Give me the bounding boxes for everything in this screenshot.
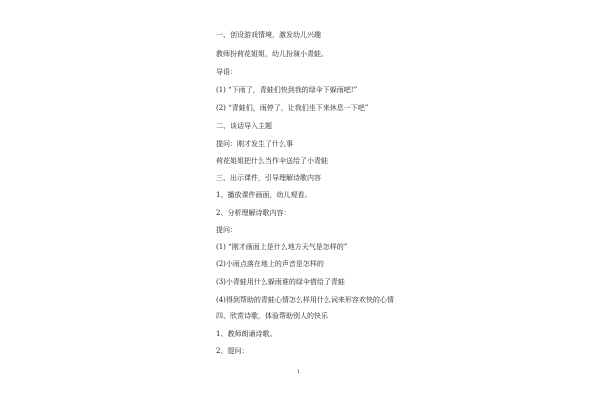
paragraph-line: 荷花姐姐把什么当作伞送给了小青蛙 — [216, 157, 328, 165]
section-heading-3: 三、出示课件，引导理解诗歌内容 — [216, 174, 321, 182]
paragraph-line: 1、教师朗诵诗歌。 — [216, 330, 277, 338]
paragraph-line: (1) “刚才画面上是什么地方天气是怎样的” — [216, 243, 348, 251]
paragraph-line: (1) “下雨了，青蛙们快到我的绿伞下躲雨吧!” — [216, 86, 358, 94]
paragraph-line: (3)小青蛙用什么躲雨谁的绿伞借给了青蛙 — [216, 278, 345, 286]
paragraph-line: 1、播放课件画面，幼儿观看。 — [216, 191, 312, 199]
page-number: 1 — [297, 369, 301, 375]
section-heading-4: 四、欣赏诗歌，体验帮助别人的快乐 — [216, 312, 328, 320]
section-heading-2: 二、谈话导入主题 — [216, 122, 272, 130]
paragraph-line: (2) “青蛙们，雨停了，让我们坐下来休息一下吧” — [216, 104, 369, 112]
paragraph-line: 导语： — [216, 68, 237, 76]
paragraph-line: (4)得到帮助的青蛙心情怎么样用什么词来形容欢快的心情 — [216, 296, 394, 304]
paragraph-line: 提问：刚才发生了什么事 — [216, 140, 293, 148]
paragraph-line: 提问： — [216, 226, 237, 234]
paragraph-line: 2、提问： — [216, 347, 249, 355]
paragraph-line: (2)小雨点落在地上的声音是怎样的 — [216, 260, 324, 268]
section-heading-1: 一、创设游戏情境，激发幼儿兴趣 — [216, 31, 321, 39]
paragraph-line: 2、分析理解诗歌内容： — [216, 209, 291, 217]
paragraph-line: 教师扮荷花姐姐，幼儿扮演小青蛙。 — [216, 50, 328, 58]
